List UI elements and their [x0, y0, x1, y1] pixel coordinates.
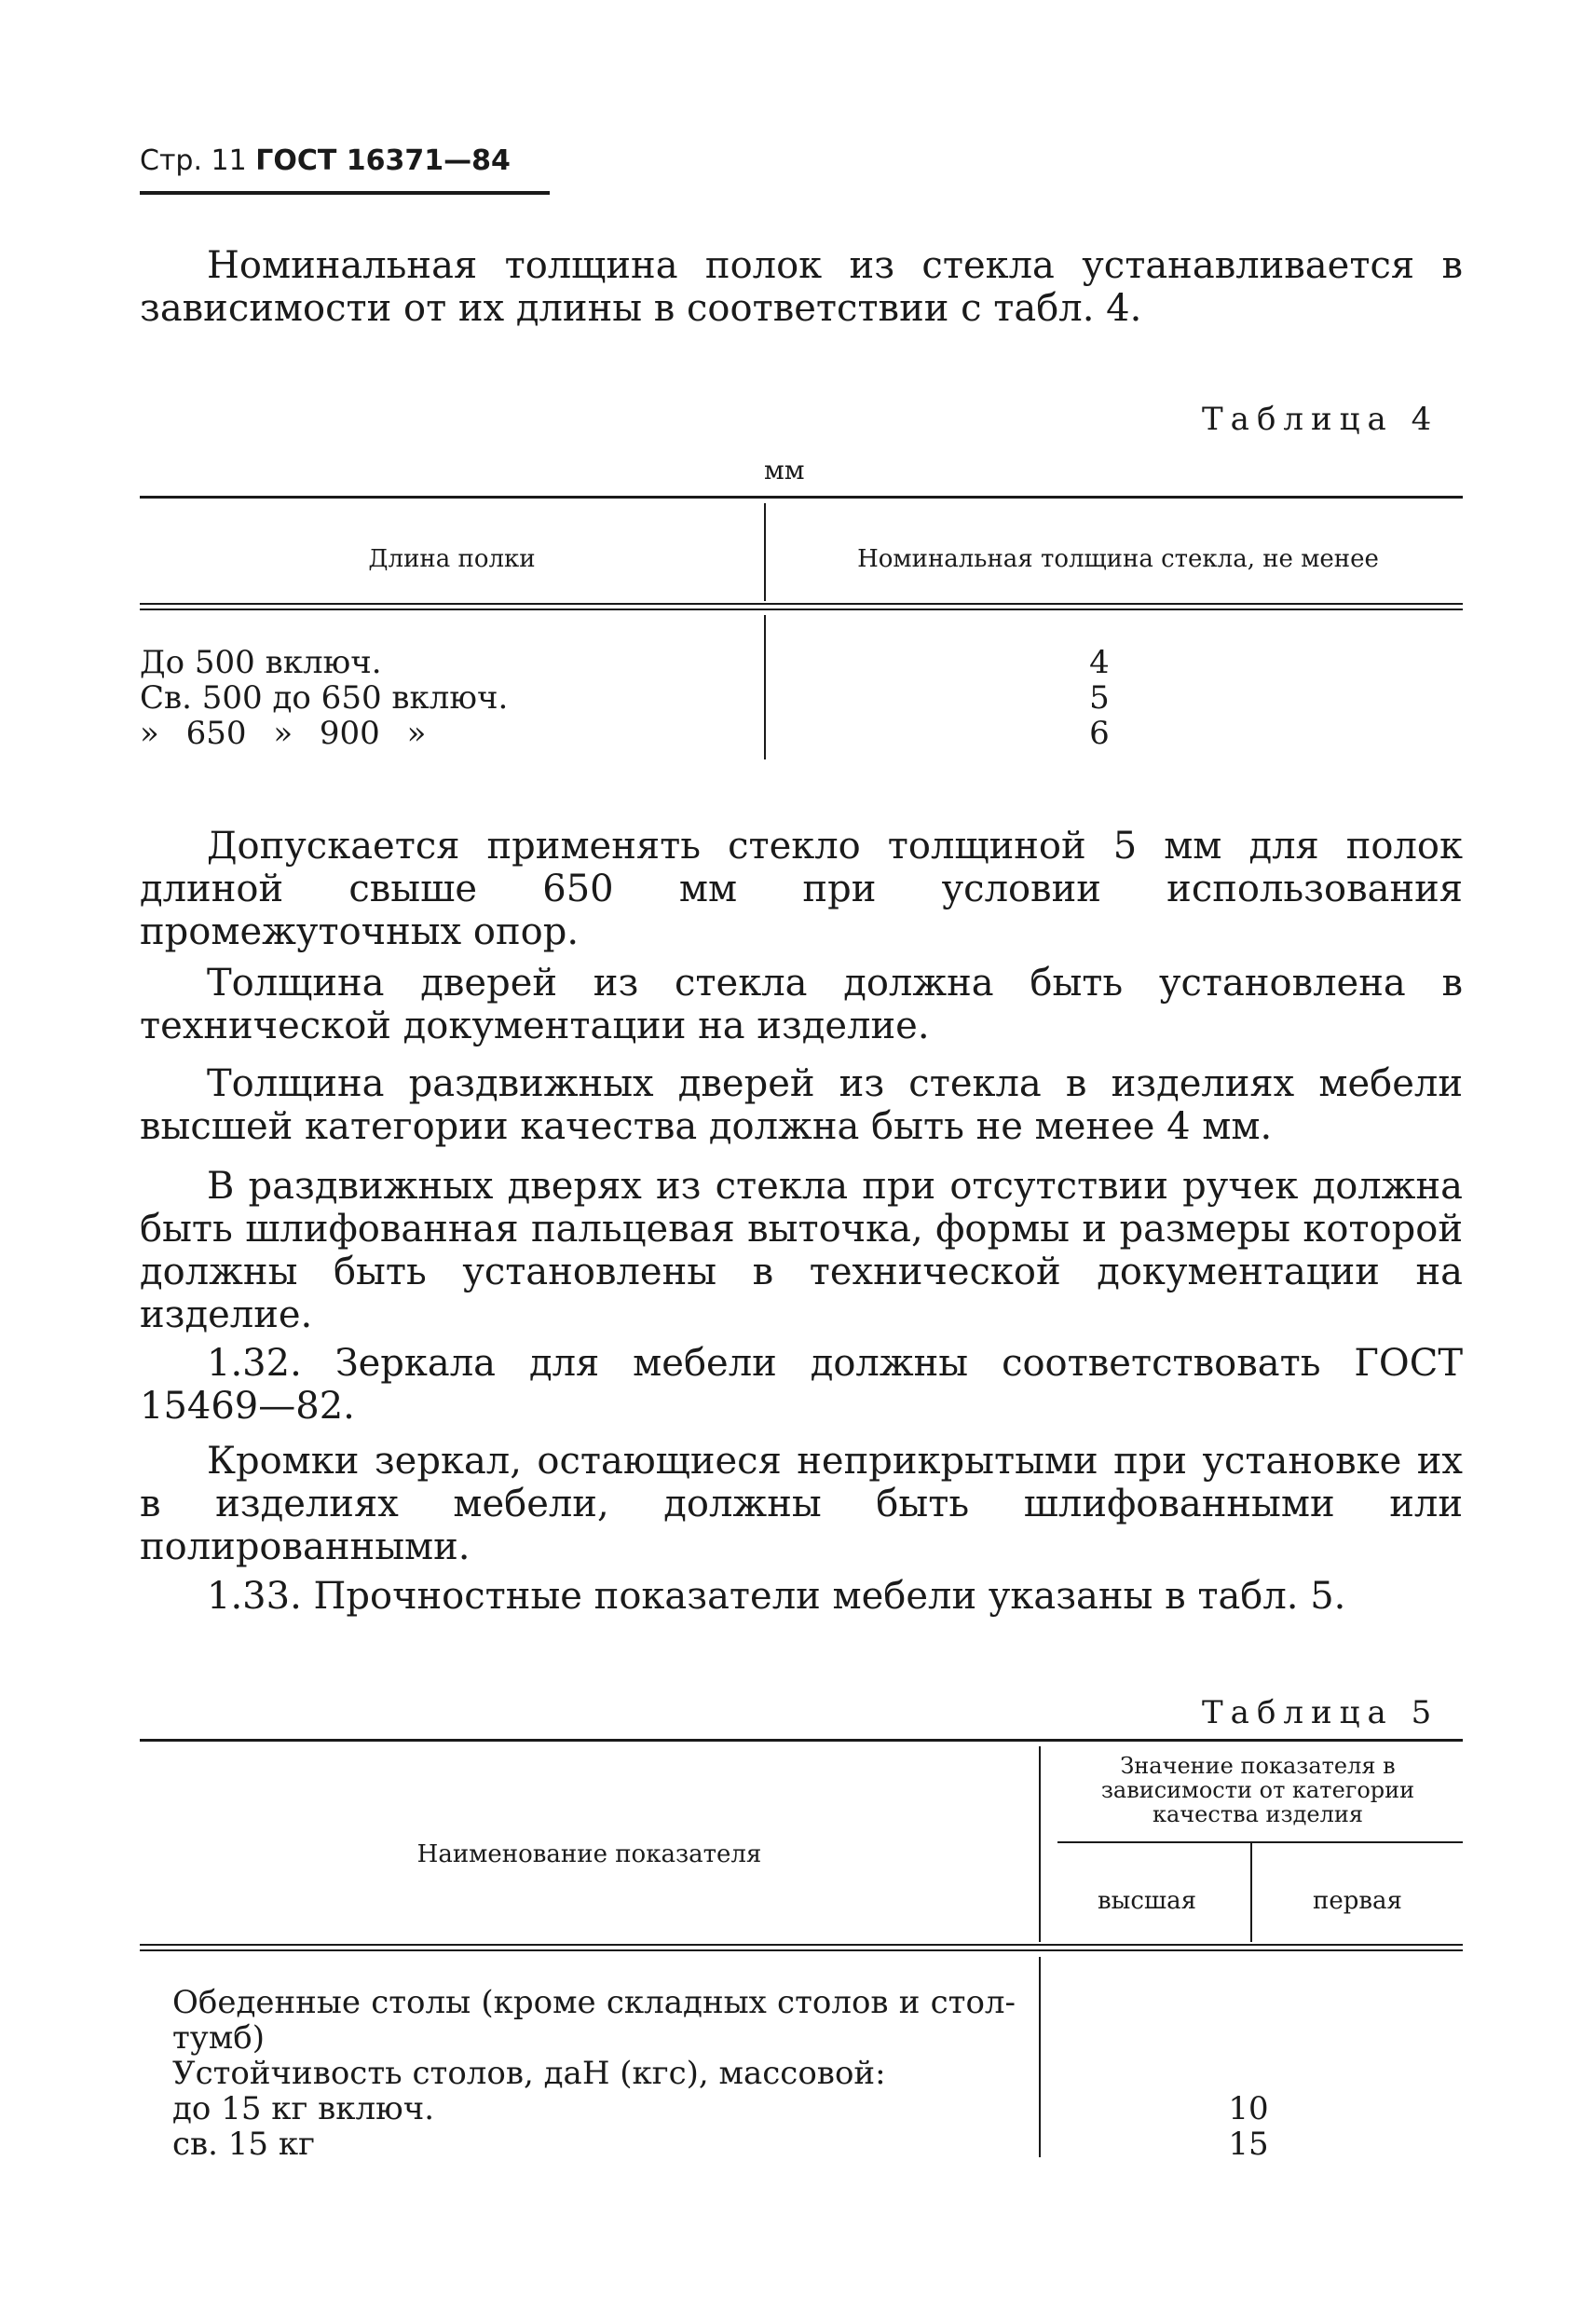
- table5-group-rule: [1057, 1841, 1463, 1843]
- paragraph: Допускается применять стекло толщиной 5 мм для полок длиной свыше 650 мм при условии использования промежуточных опор.: [140, 825, 1463, 953]
- table4-header-rule-1: [140, 603, 1463, 605]
- table5-row-label: св. 15 кг: [172, 2126, 315, 2163]
- table4-row-thickness: 6: [1089, 715, 1110, 752]
- table4-row-thickness: 4: [1089, 644, 1110, 681]
- doc-number: ГОСТ 16371—84: [255, 144, 511, 177]
- section-1-32: 1.32. Зеркала для мебели должны соответствовать ГОСТ 15469—82.: [140, 1342, 1463, 1428]
- table4-top-rule: [140, 496, 1463, 499]
- table4-col2-header: Номинальная толщина стекла, не менее: [857, 545, 1379, 573]
- table4-row-thickness: 5: [1089, 679, 1110, 717]
- table4-caption: Таблица 4: [1202, 401, 1439, 438]
- table4-header-divider: [764, 503, 766, 601]
- table5-body-divider: [1039, 1957, 1041, 2157]
- table5-caption: Таблица 5: [1202, 1694, 1439, 1731]
- table4-row-length: До 500 включ.: [140, 644, 382, 681]
- table5-header-divider: [1039, 1746, 1041, 1942]
- table5-section-label: Обеденные столы (кроме складных столов и стол-тумб): [172, 1984, 1016, 2057]
- table5-header-rule-2: [140, 1949, 1463, 1951]
- table5-row-label: до 15 кг включ.: [172, 2090, 435, 2127]
- table5-subsection-label: Устойчивость столов, даН (кгс), массовой:: [172, 2055, 886, 2092]
- intro-paragraph: Номинальная толщина полок из стекла устанавливается в зависимости от их длины в соответствии с табл. 4.: [140, 244, 1463, 330]
- table4-row-length: » 650 » 900 »: [140, 715, 427, 752]
- table5-row-value: 10: [1228, 2090, 1269, 2127]
- page-header: [140, 144, 511, 177]
- table5-col1-header: Наименование показателя: [416, 1840, 762, 1868]
- table5-header-rule-1: [140, 1944, 1463, 1946]
- paragraph: Толщина раздвижных дверей из стекла в изделиях мебели высшей категории качества должна быть не менее 4 мм.: [140, 1062, 1463, 1148]
- paragraph: Толщина дверей из стекла должна быть установлена в технической документации на изделие.: [140, 962, 1463, 1047]
- table4-col1-header: Длина полки: [368, 545, 536, 573]
- table4-header-rule-2: [140, 609, 1463, 610]
- table5-sub-col2: первая: [1313, 1887, 1402, 1915]
- header-rule: [140, 191, 550, 195]
- table4-body-divider: [764, 615, 766, 759]
- paragraph: Кромки зеркал, остающиеся неприкрытыми при установке их в изделиях мебели, должны быть шлифованными или полированными.: [140, 1440, 1463, 1568]
- paragraph: В раздвижных дверях из стекла при отсутствии ручек должна быть шлифованная пальцевая выточка, формы и размеры которой должны быть установлены в технической документации на изделие.: [140, 1165, 1463, 1336]
- table5-row-value: 15: [1228, 2126, 1269, 2163]
- table5-top-rule: [140, 1739, 1463, 1742]
- table5-sub-col1: высшая: [1098, 1887, 1196, 1915]
- page-label: Стр. 11: [140, 144, 247, 177]
- table5-group-header: Значение показателя в зависимости от категории качества изделия: [1100, 1753, 1415, 1827]
- table4-row-length: Св. 500 до 650 включ.: [140, 679, 509, 717]
- table4-unit: мм: [764, 455, 805, 485]
- section-1-33: 1.33. Прочностные показатели мебели указаны в табл. 5.: [207, 1575, 1346, 1618]
